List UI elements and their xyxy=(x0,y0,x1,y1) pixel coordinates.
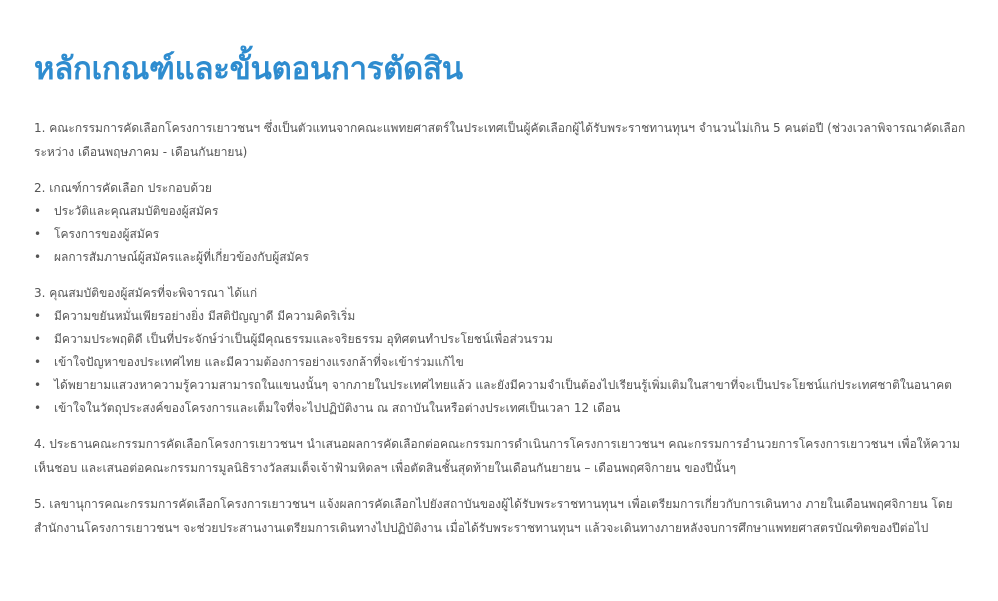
list-item: • ผลการสัมภาษณ์ผู้สมัครและผู้ที่เกี่ยวข้องกับผู้สมัคร xyxy=(34,246,974,269)
section-3-list xyxy=(34,305,974,420)
section-2-list xyxy=(34,200,974,269)
section-5-text: 5. เลขานุการคณะกรรมการคัดเลือกโครงการเยาวชนฯ แจ้งผลการคัดเลือกไปยังสถาบันของผู้ได้รับพระราชทานทุนฯ เพื่อเตรียมการเกี่ยวกับการเดินทาง ภายในเดือนพฤศจิกายน โดยสำนักงานโครงการเยาวชนฯ จะช่วยประสานงานเตรียมการเดินทางไปปฏิบัติงาน เมื่อได้รับพระราชทานทุนฯ แล้วจะเดินทางภายหลังจบการศึกษาแพทยศาสตรบัณฑิตของปีต่อไป xyxy=(34,497,953,535)
section-1-text: 1. คณะกรรมการคัดเลือกโครงการเยาวชนฯ ซึ่งเป็นตัวแทนจากคณะแพทยศาสตร์ในประเทศเป็นผู้คัดเลือกผู้ได้รับพระราชทานทุนฯ จำนวนไม่เกิน 5 คนต่อปี (ช่วงเวลาพิจารณาคัดเลือกระหว่าง เดือนพฤษภาคม - เดือนกันยายน) xyxy=(34,121,966,159)
section-5 xyxy=(34,492,974,540)
page-title: หลักเกณฑ์และขั้นตอนการตัดสิน xyxy=(34,51,463,87)
bullet-icon: • xyxy=(34,401,42,415)
bullet-icon: • xyxy=(34,378,42,392)
section-2-heading: 2. เกณฑ์การคัดเลือก ประกอบด้วย xyxy=(34,181,212,195)
section-3 xyxy=(34,281,974,420)
bullet-icon: • xyxy=(34,332,42,346)
bullet-icon: • xyxy=(34,355,42,369)
list-item: • เข้าใจในวัตถุประสงค์ของโครงการและเต็มใจที่จะไปปฏิบัติงาน ณ สถาบันในหรือต่างประเทศเป็นเวลา 12 เดือน xyxy=(34,397,974,420)
list-item: • มีความขยันหมั่นเพียรอย่างยิ่ง มีสติปัญญาดี มีความคิดริเริ่ม xyxy=(34,305,974,328)
main-content xyxy=(34,0,974,540)
list-item: • โครงการของผู้สมัคร xyxy=(34,223,974,246)
bullet-icon: • xyxy=(34,204,42,218)
bullet-icon: • xyxy=(34,250,42,264)
section-3-heading: 3. คุณสมบัติของผู้สมัครที่จะพิจารณา ได้แก่ xyxy=(34,286,258,300)
bullet-icon: • xyxy=(34,309,42,323)
section-4 xyxy=(34,432,974,480)
section-1 xyxy=(34,116,974,164)
list-item: • ประวัติและคุณสมบัติของผู้สมัคร xyxy=(34,200,974,223)
bullet-icon: • xyxy=(34,227,42,241)
list-item: • มีความประพฤติดี เป็นที่ประจักษ์ว่าเป็นผู้มีคุณธรรมและจริยธรรม อุทิศตนทำประโยชน์เพื่อส่วนรวม xyxy=(34,328,974,351)
list-item: • ได้พยายามแสวงหาความรู้ความสามารถในแขนงนั้นๆ จากภายในประเทศไทยแล้ว และยังมีความจำเป็นต้องไปเรียนรู้เพิ่มเติมในสาขาที่จะเป็นประโยชน์แก่ประเทศชาติในอนาคต xyxy=(34,374,974,397)
section-2 xyxy=(34,176,974,269)
list-item: • เข้าใจปัญหาของประเทศไทย และมีความต้องการอย่างแรงกล้าที่จะเข้าร่วมแก้ไข xyxy=(34,351,974,374)
section-4-text: 4. ประธานคณะกรรมการคัดเลือกโครงการเยาวชนฯ นำเสนอผลการคัดเลือกต่อคณะกรรมการดำเนินการโครงการเยาวชนฯ คณะกรรมการอำนวยการโครงการเยาวชนฯ เพื่อให้ความเห็นชอบ และเสนอต่อคณะกรรมการมูลนิธิรางวัลสมเด็จเจ้าฟ้ามหิดลฯ เพื่อตัดสินชั้นสุดท้ายในเดือนกันยายน – เดือนพฤศจิกายน ของปีนั้นๆ xyxy=(34,437,960,475)
